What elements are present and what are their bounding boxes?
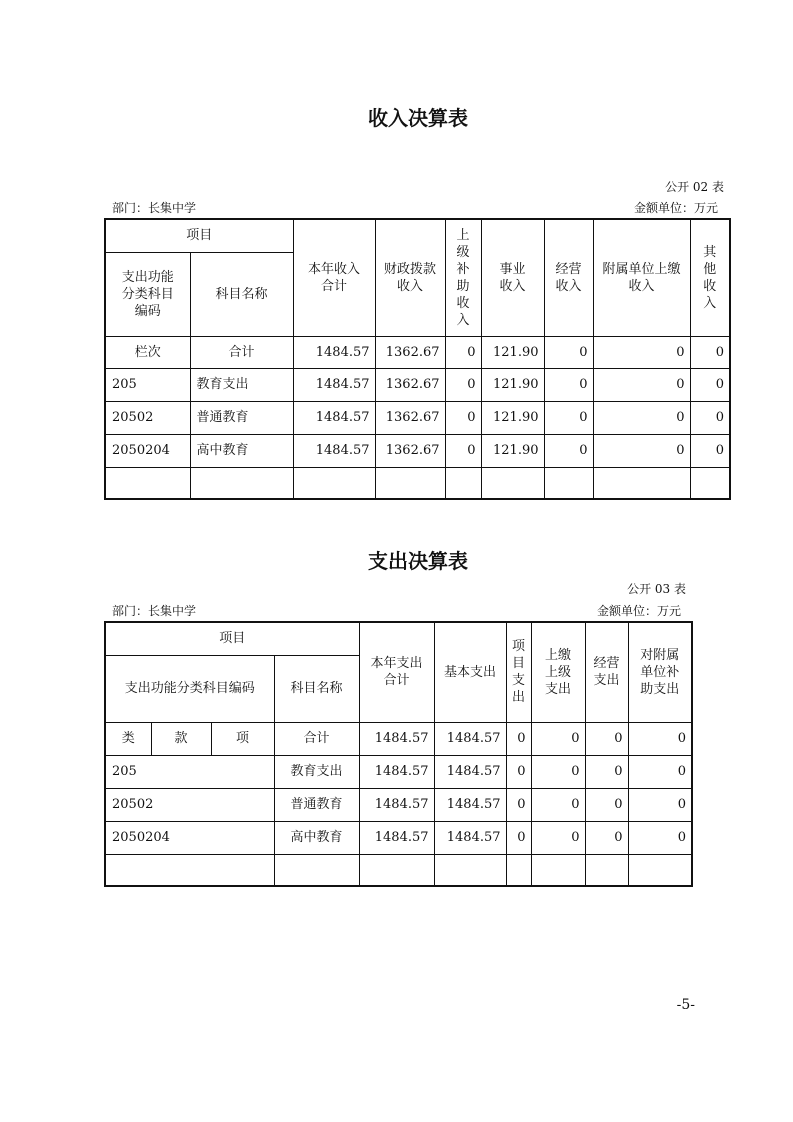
expense-cell-project: 0 xyxy=(506,722,531,755)
income-cell-operating: 0 xyxy=(544,368,593,401)
income-cell-superior: 0 xyxy=(445,434,481,467)
expense-header-code: 支出功能分类科目编码 xyxy=(105,655,274,722)
expense-cell-itm: 项 xyxy=(211,722,274,755)
expense-cell-basic: 1484.57 xyxy=(434,722,506,755)
income-cell-total: 1484.57 xyxy=(293,368,375,401)
expense-cell-code: 2050204 xyxy=(105,821,274,854)
income-header-other: 其他收入 xyxy=(690,219,730,336)
income-cell-fiscal: 1362.67 xyxy=(375,336,445,368)
income-cell-operating: 0 xyxy=(544,434,593,467)
income-cell-fiscal: 1362.67 xyxy=(375,368,445,401)
income-header-business: 事业收入 xyxy=(481,219,544,336)
expense-form-no: 公开 03 表 xyxy=(627,582,686,596)
expense-cell-basic: 1484.57 xyxy=(434,788,506,821)
income-cell-business: 121.90 xyxy=(481,401,544,434)
income-header-name: 科目名称 xyxy=(190,252,293,336)
expense-cell-code: 205 xyxy=(105,755,274,788)
table-row xyxy=(105,821,692,854)
income-cell-code: 20502 xyxy=(105,401,190,434)
table-row xyxy=(105,368,730,401)
table-row xyxy=(105,401,730,434)
expense-unit: 金额单位：万元 xyxy=(596,604,681,618)
income-cell-affiliated: 0 xyxy=(593,336,690,368)
income-cell-name: 合计 xyxy=(190,336,293,368)
income-cell-other: 0 xyxy=(690,434,730,467)
expense-cell-code: 20502 xyxy=(105,788,274,821)
expense-cell-cat: 类 xyxy=(105,722,151,755)
income-cell-total: 1484.57 xyxy=(293,434,375,467)
expense-cell-operating: 0 xyxy=(585,755,628,788)
expense-cell-basic: 1484.57 xyxy=(434,755,506,788)
income-cell-operating: 0 xyxy=(544,336,593,368)
expense-table xyxy=(104,621,693,887)
income-header-superior: 上级补助收入 xyxy=(445,219,481,336)
table-row-empty xyxy=(105,467,730,499)
expense-cell-superior: 0 xyxy=(531,788,585,821)
income-cell-other: 0 xyxy=(690,336,730,368)
income-cell-business: 121.90 xyxy=(481,368,544,401)
expense-cell-superior: 0 xyxy=(531,722,585,755)
income-cell-code: 栏次 xyxy=(105,336,190,368)
expense-cell-sec: 款 xyxy=(151,722,211,755)
income-form-no: 公开 02 表 xyxy=(665,180,724,194)
expense-cell-name: 合计 xyxy=(274,722,359,755)
income-cell-other: 0 xyxy=(690,401,730,434)
income-unit: 金额单位：万元 xyxy=(633,201,718,215)
table-row xyxy=(105,722,692,755)
expense-cell-superior: 0 xyxy=(531,821,585,854)
table-row xyxy=(105,788,692,821)
income-cell-fiscal: 1362.67 xyxy=(375,434,445,467)
table-row xyxy=(105,336,730,368)
income-cell-operating: 0 xyxy=(544,401,593,434)
expense-title: 支出决算表 xyxy=(368,549,468,573)
expense-cell-operating: 0 xyxy=(585,821,628,854)
expense-dept: 部门：长集中学 xyxy=(112,604,197,618)
income-cell-total: 1484.57 xyxy=(293,336,375,368)
table-row xyxy=(105,755,692,788)
expense-cell-operating: 0 xyxy=(585,788,628,821)
expense-header-project: 项目支出 xyxy=(506,622,531,722)
expense-header-affiliated: 对附属单位补助支出 xyxy=(628,622,692,722)
expense-cell-superior: 0 xyxy=(531,755,585,788)
expense-header-basic: 基本支出 xyxy=(434,622,506,722)
expense-cell-total: 1484.57 xyxy=(359,755,434,788)
income-cell-other: 0 xyxy=(690,368,730,401)
expense-cell-affiliated: 0 xyxy=(628,821,692,854)
income-cell-code: 205 xyxy=(105,368,190,401)
income-cell-code: 2050204 xyxy=(105,434,190,467)
income-cell-affiliated: 0 xyxy=(593,401,690,434)
income-cell-name: 普通教育 xyxy=(190,401,293,434)
income-cell-superior: 0 xyxy=(445,401,481,434)
income-cell-business: 121.90 xyxy=(481,434,544,467)
expense-cell-name: 教育支出 xyxy=(274,755,359,788)
expense-cell-project: 0 xyxy=(506,821,531,854)
income-header-fiscal: 财政拨款收入 xyxy=(375,219,445,336)
table-row-empty xyxy=(105,854,692,886)
expense-cell-project: 0 xyxy=(506,788,531,821)
income-cell-affiliated: 0 xyxy=(593,434,690,467)
income-header-affiliated: 附属单位上缴收入 xyxy=(593,219,690,336)
income-header-operating: 经营收入 xyxy=(544,219,593,336)
income-cell-total: 1484.57 xyxy=(293,401,375,434)
income-table xyxy=(104,218,731,500)
income-dept: 部门：长集中学 xyxy=(112,201,197,215)
income-cell-name: 教育支出 xyxy=(190,368,293,401)
expense-cell-affiliated: 0 xyxy=(628,722,692,755)
income-header-code: 支出功能分类科目编码 xyxy=(105,252,190,336)
income-header-item: 项目 xyxy=(105,219,293,252)
expense-cell-affiliated: 0 xyxy=(628,788,692,821)
expense-cell-basic: 1484.57 xyxy=(434,821,506,854)
expense-header-name: 科目名称 xyxy=(274,655,359,722)
expense-cell-total: 1484.57 xyxy=(359,722,434,755)
income-cell-business: 121.90 xyxy=(481,336,544,368)
expense-cell-name: 高中教育 xyxy=(274,821,359,854)
expense-cell-name: 普通教育 xyxy=(274,788,359,821)
income-header-total: 本年收入合计 xyxy=(293,219,375,336)
income-cell-affiliated: 0 xyxy=(593,368,690,401)
expense-cell-affiliated: 0 xyxy=(628,755,692,788)
income-cell-fiscal: 1362.67 xyxy=(375,401,445,434)
page-number: -5- xyxy=(676,997,695,1013)
income-title: 收入决算表 xyxy=(368,106,468,130)
expense-header-total: 本年支出合计 xyxy=(359,622,434,722)
income-cell-superior: 0 xyxy=(445,368,481,401)
expense-header-item: 项目 xyxy=(105,622,359,655)
expense-header-superior: 上缴上级支出 xyxy=(531,622,585,722)
expense-cell-project: 0 xyxy=(506,755,531,788)
expense-cell-operating: 0 xyxy=(585,722,628,755)
income-cell-name: 高中教育 xyxy=(190,434,293,467)
table-row xyxy=(105,434,730,467)
expense-cell-total: 1484.57 xyxy=(359,821,434,854)
income-cell-superior: 0 xyxy=(445,336,481,368)
expense-cell-total: 1484.57 xyxy=(359,788,434,821)
expense-header-operating: 经营支出 xyxy=(585,622,628,722)
